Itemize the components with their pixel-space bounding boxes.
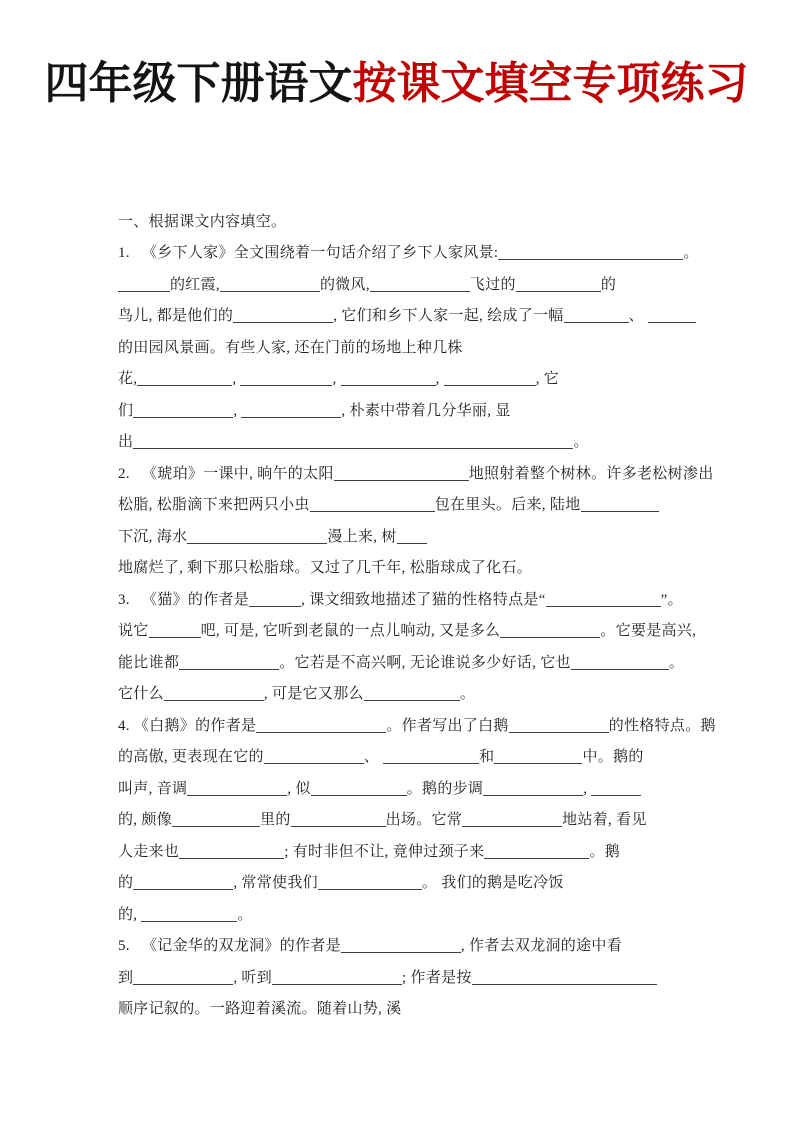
text-segment: 。鹅 bbox=[589, 843, 621, 860]
text-segment: 的 bbox=[600, 276, 617, 293]
blank-underline bbox=[272, 971, 402, 985]
text-segment: 能比谁都 bbox=[118, 654, 180, 671]
text-segment: , bbox=[332, 371, 341, 388]
blank-underline bbox=[311, 782, 407, 796]
blank-underline bbox=[341, 372, 436, 386]
text-segment: 出场。它常 bbox=[385, 812, 463, 829]
text-segment: ; 作者是按 bbox=[402, 969, 472, 986]
blank-underline bbox=[546, 593, 661, 607]
blank-underline bbox=[233, 309, 333, 323]
text-segment: , bbox=[233, 402, 242, 419]
document-line bbox=[118, 270, 680, 302]
text-segment: 。 bbox=[459, 686, 476, 703]
document-line bbox=[118, 711, 716, 743]
page-title bbox=[0, 0, 793, 111]
text-segment: 下沉, 海水 bbox=[118, 528, 188, 545]
document-line bbox=[118, 616, 697, 648]
text-segment: 地站着, 看见 bbox=[562, 812, 647, 829]
blank-underline bbox=[370, 278, 470, 292]
text-segment: 的高傲, 更表现在它的 bbox=[118, 749, 264, 766]
document-line bbox=[118, 774, 680, 806]
text-segment: 人走来也 bbox=[118, 843, 180, 860]
blank-underline bbox=[483, 782, 583, 796]
text-segment: 中。鹅的 bbox=[582, 749, 644, 766]
document-line bbox=[118, 459, 714, 491]
text-segment: 漫上来, 树 bbox=[327, 528, 397, 545]
document-line bbox=[118, 900, 680, 932]
text-segment: 包在里头。后来, 陆地 bbox=[434, 497, 581, 514]
blank-underline bbox=[118, 278, 170, 292]
blank-underline bbox=[179, 845, 284, 859]
blank-underline bbox=[133, 876, 233, 890]
blank-underline bbox=[172, 813, 260, 827]
document-line bbox=[118, 396, 680, 428]
text-segment: 。作者写出了白鹅 bbox=[386, 717, 509, 734]
document-line bbox=[118, 837, 680, 869]
text-segment: 们 bbox=[118, 402, 134, 419]
blank-underline bbox=[149, 624, 201, 638]
text-segment: 出 bbox=[118, 434, 134, 451]
text-segment: , 它们和乡下人家一起, 绘成了一幅 bbox=[333, 308, 564, 325]
blank-underline bbox=[341, 939, 461, 953]
text-segment: 里的 bbox=[260, 812, 291, 829]
blank-underline bbox=[256, 719, 386, 733]
text-segment: 松脂, 松脂滴下来把两只小虫 bbox=[118, 497, 310, 514]
text-segment: 。 bbox=[683, 245, 699, 262]
text-segment: 3. 《猫》的作者是 bbox=[118, 591, 250, 608]
text-segment: 地照射着整个树林。许多老松树渗出 bbox=[468, 465, 714, 482]
text-segment: 鸟儿, 都是他们的 bbox=[118, 308, 234, 325]
blank-underline bbox=[240, 372, 332, 386]
document-line bbox=[118, 364, 680, 396]
text-segment: 、 bbox=[628, 308, 648, 325]
blank-underline bbox=[383, 750, 479, 764]
text-segment: , 它 bbox=[535, 371, 560, 388]
blank-underline bbox=[516, 278, 601, 292]
blank-underline bbox=[179, 656, 279, 670]
document-line bbox=[118, 931, 680, 963]
blank-underline bbox=[141, 908, 237, 922]
text-segment: , 常常使我们 bbox=[233, 875, 318, 892]
text-segment: 的红霞, bbox=[170, 276, 220, 293]
text-segment: ; 有时非但不让, 竟伸过颈子来 bbox=[284, 843, 485, 860]
text-segment: , 课文细致地描述了猫的性格特点是“ bbox=[301, 591, 546, 608]
text-segment: 5. 《记金华的双龙洞》的作者是 bbox=[118, 938, 341, 955]
text-segment: 的, bbox=[118, 906, 142, 923]
text-segment: 2. 《琥珀》一课中, 晌午的太阳 bbox=[118, 465, 334, 482]
blank-underline bbox=[220, 278, 320, 292]
text-segment: 的 bbox=[118, 875, 134, 892]
text-segment: 顺序记叙的。一路迎着溪流。随着山势, 溪 bbox=[118, 1001, 402, 1018]
document-line bbox=[118, 333, 680, 365]
text-segment: , 似 bbox=[287, 780, 311, 797]
text-segment: 。 我们的鹅是吃冷饭 bbox=[421, 875, 564, 892]
text-segment: 地腐烂了, 剩下那只松脂球。又过了几千年, 松脂球成了化石。 bbox=[118, 560, 533, 577]
blank-underline bbox=[462, 813, 562, 827]
text-segment: 叫声, 音调 bbox=[118, 780, 188, 797]
text-segment: 吧, 可是, 它听到老鼠的一点儿响动, 又是多么 bbox=[200, 623, 501, 640]
blank-underline bbox=[484, 845, 589, 859]
text-segment: 。它若是不高兴啊, 无论谁说多少好话, 它也 bbox=[279, 654, 571, 671]
text-segment: 飞过的 bbox=[469, 276, 516, 293]
document-line bbox=[118, 553, 680, 585]
document-line bbox=[118, 994, 680, 1026]
text-segment: , bbox=[232, 371, 241, 388]
document-line bbox=[118, 490, 680, 522]
blank-underline bbox=[291, 813, 386, 827]
blank-underline bbox=[133, 971, 233, 985]
document-line bbox=[118, 522, 680, 554]
blank-underline bbox=[164, 687, 264, 701]
blank-underline bbox=[397, 530, 427, 544]
document-line bbox=[118, 868, 680, 900]
document-line bbox=[118, 963, 680, 995]
blank-underline bbox=[509, 719, 609, 733]
blank-underline bbox=[648, 309, 696, 323]
blank-underline bbox=[137, 372, 232, 386]
text-segment: , 朴素中带着几分华丽, 显 bbox=[341, 402, 511, 419]
text-segment: , bbox=[583, 780, 592, 797]
blank-underline bbox=[500, 624, 600, 638]
blank-underline bbox=[571, 656, 669, 670]
blank-underline bbox=[133, 435, 573, 449]
text-segment: 。 bbox=[668, 654, 685, 671]
blank-underline bbox=[133, 404, 233, 418]
text-segment: , 作者去双龙洞的途中看 bbox=[460, 938, 623, 955]
text-segment: 。 bbox=[237, 906, 253, 923]
document-line bbox=[118, 427, 680, 459]
text-segment: 说它 bbox=[118, 623, 149, 640]
text-segment: 的微风, bbox=[319, 276, 370, 293]
worksheet-body bbox=[118, 207, 716, 1026]
blank-underline bbox=[472, 971, 657, 985]
document-line bbox=[118, 805, 680, 837]
blank-underline bbox=[581, 498, 659, 512]
document-line bbox=[118, 742, 680, 774]
text-segment: 一、根据课文内容填空。 bbox=[118, 213, 287, 230]
blank-underline bbox=[498, 246, 683, 260]
text-segment: , bbox=[435, 371, 444, 388]
blank-underline bbox=[364, 687, 460, 701]
text-segment: 它什么 bbox=[118, 686, 164, 703]
title-red-text: 按课文填空专项练习 bbox=[352, 59, 749, 108]
blank-underline bbox=[564, 309, 629, 323]
blank-underline bbox=[241, 404, 341, 418]
text-segment: , 可是它又那么 bbox=[263, 686, 364, 703]
text-segment: 和 bbox=[479, 749, 495, 766]
blank-underline bbox=[187, 530, 327, 544]
blank-underline bbox=[264, 750, 364, 764]
document-line bbox=[118, 238, 699, 270]
text-segment: ”。 bbox=[660, 591, 683, 608]
document-line bbox=[118, 207, 680, 239]
document-line bbox=[118, 301, 680, 333]
text-segment: 4. 《白鹅》的作者是 bbox=[118, 717, 257, 734]
blank-underline bbox=[187, 782, 287, 796]
document-line bbox=[118, 679, 680, 711]
blank-underline bbox=[249, 593, 301, 607]
text-segment: , 听到 bbox=[233, 969, 273, 986]
blank-underline bbox=[444, 372, 536, 386]
document-line bbox=[118, 648, 685, 680]
text-segment: 到 bbox=[118, 969, 134, 986]
blank-underline bbox=[494, 750, 582, 764]
title-black-text: 四年级下册语文 bbox=[44, 59, 353, 108]
text-segment: 、 bbox=[363, 749, 384, 766]
text-segment: 。它要是高兴, bbox=[600, 623, 697, 640]
text-segment: 1. 《乡下人家》全文围绕着一句话介绍了乡下人家风景: bbox=[118, 245, 499, 262]
text-segment: 的田园风景画。有些人家, 还在门前的场地上种几株 bbox=[118, 339, 463, 356]
text-segment: 的性格特点。鹅 bbox=[608, 717, 716, 734]
blank-underline bbox=[591, 782, 641, 796]
blank-underline bbox=[334, 467, 469, 481]
blank-underline bbox=[318, 876, 422, 890]
text-segment: 花, bbox=[118, 371, 138, 388]
blank-underline bbox=[310, 498, 435, 512]
text-segment: 的, 颇像 bbox=[118, 812, 173, 829]
text-segment: 。鹅的步调 bbox=[406, 780, 484, 797]
document-line bbox=[118, 585, 683, 617]
text-segment: 。 bbox=[573, 434, 589, 451]
